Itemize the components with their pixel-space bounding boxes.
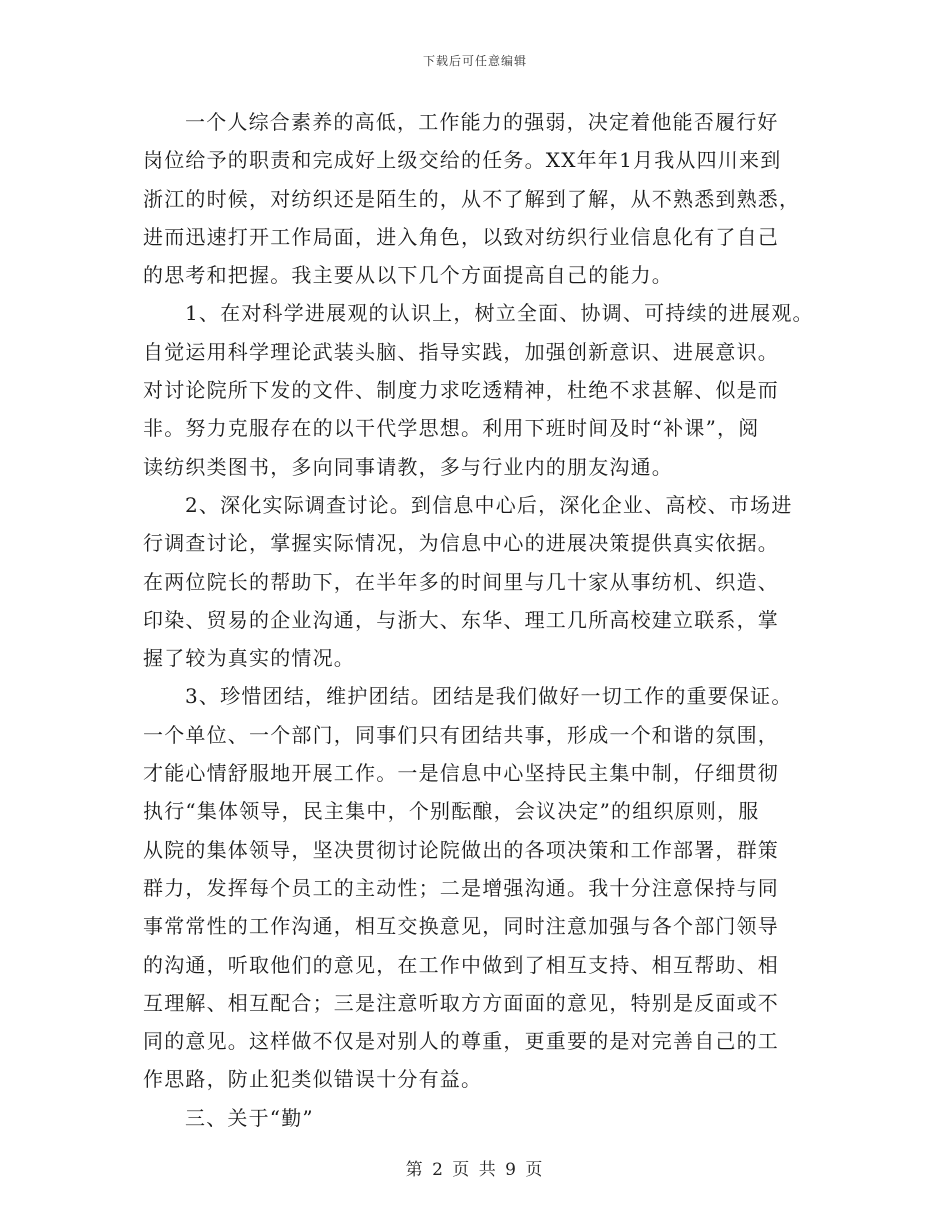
text-line: 的沟通，听取他们的意见，在工作中做到了相互支持、相互帮助、相 (143, 952, 779, 977)
document-body (143, 103, 833, 1137)
text-line: 读纺织类图书，多向同事请教，多与行业内的朋友沟通。 (143, 454, 673, 479)
page-footer: 第 2 页 共 9 页 (405, 1160, 545, 1180)
text-line: 浙江的时候，对纺织还是陌生的，从不了解到了解，从不熟悉到熟悉， (143, 186, 801, 211)
text-line: 岗位给予的职责和完成好上级交给的任务。XX年年1月我从四川来到 (143, 148, 782, 173)
text-line: 自觉运用科学理论武装头脑、指导实践，加强创新意识、进展意识。 (143, 339, 779, 364)
text-line: 握了较为真实的情况。 (143, 646, 355, 671)
text-line: 在两位院长的帮助下，在半年多的时间里与几十家从事纺机、织造、 (143, 569, 779, 594)
page-header: 下载后可任意编辑 (422, 54, 527, 68)
text-line: 的思考和把握。我主要从以下几个方面提高自己的能力。 (143, 263, 673, 288)
text-line: 才能心情舒服地开展工作。一是信息中心坚持民主集中制，仔细贯彻 (143, 761, 779, 786)
text-line: 行调查讨论，掌握实际情况，为信息中心的进展决策提供真实依据。 (143, 531, 779, 556)
text-line: 3、珍惜团结，维护团结。团结是我们做好一切工作的重要保证。 (185, 684, 793, 709)
text-line: 印染、贸易的企业沟通，与浙大、东华、理工几所高校建立联系，掌 (143, 607, 779, 632)
text-line: 事常常性的工作沟通，相互交换意见，同时注意加强与各个部门领导 (143, 914, 779, 939)
text-line: 对讨论院所下发的文件、制度力求吃透精神，杜绝不求甚解、似是而 (143, 378, 779, 403)
text-line: 互理解、相互配合；三是注意听取方方面面的意见，特别是反面或不 (143, 990, 779, 1015)
text-line: 非。努力克服存在的以干代学思想。利用下班时间及时“补课”，阅 (143, 416, 760, 441)
text-line: 1、在对科学进展观的认识上，树立全面、协调、可持续的进展观。 (185, 301, 814, 326)
text-line: 执行“集体领导，民主集中，个别酝酿，会议决定”的组织原则，服 (143, 799, 760, 824)
text-line: 2、深化实际调查讨论。到信息中心后，深化企业、高校、市场进 (185, 492, 793, 517)
text-line: 作思路，防止犯类似错误十分有益。 (143, 1067, 483, 1092)
text-line: 从院的集体领导，坚决贯彻讨论院做出的各项决策和工作部署，群策 (143, 837, 779, 862)
text-line: 群力，发挥每个员工的主动性；二是增强沟通。我十分注意保持与同 (143, 875, 779, 900)
text-line: 同的意见。这样做不仅是对别人的尊重，更重要的是对完善自己的工 (143, 1029, 779, 1054)
text-line: 一个人综合素养的高低，工作能力的强弱，决定着他能否履行好 (185, 110, 779, 134)
text-line: 进而迅速打开工作局面，进入角色，以致对纺织行业信息化有了自己 (143, 224, 779, 249)
text-line: 三、关于“勤” (185, 1105, 314, 1130)
text-line: 一个单位、一个部门，同事们只有团结共事，形成一个和谐的氛围， (143, 722, 779, 747)
